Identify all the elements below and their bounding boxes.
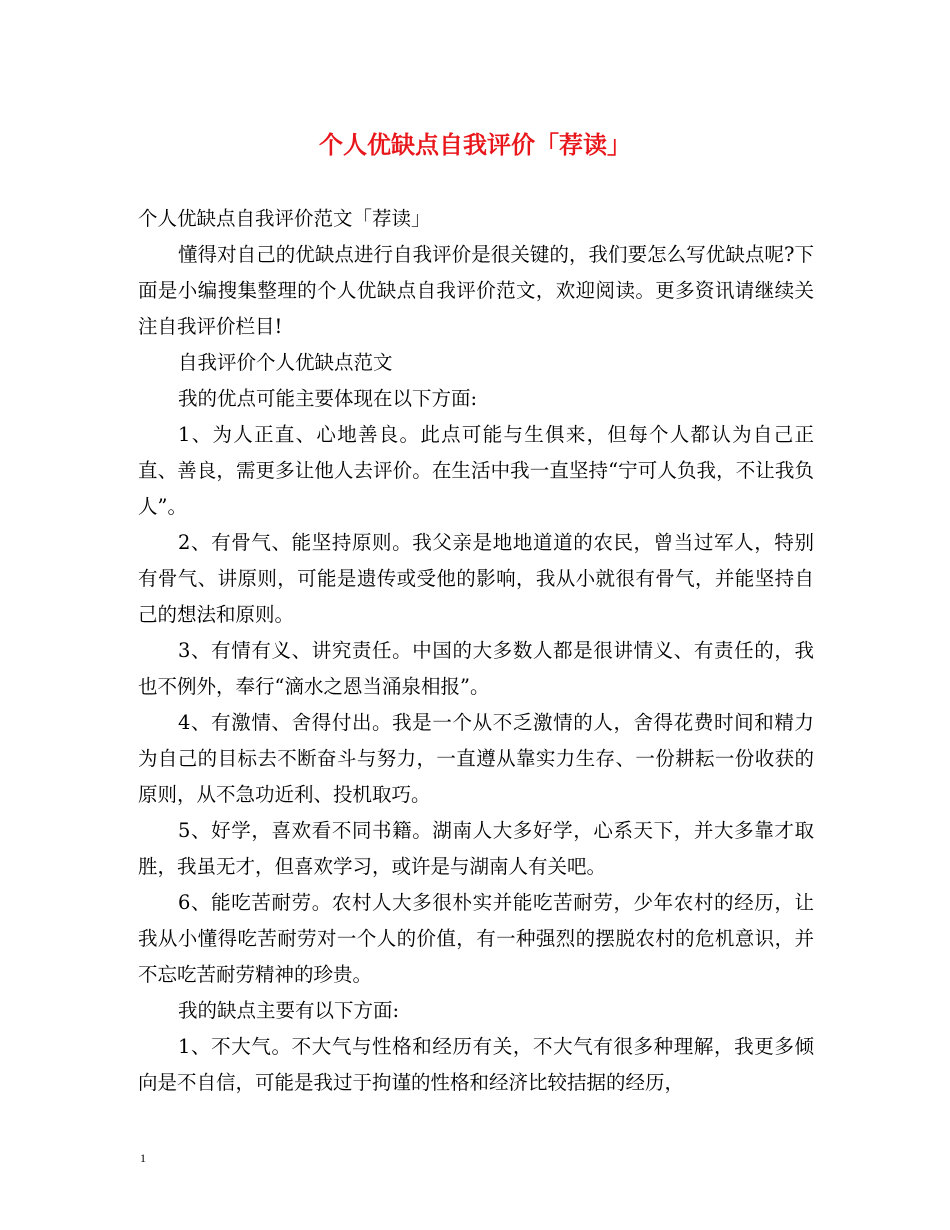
page-number: 1 xyxy=(140,1151,146,1165)
paragraph: 2、有骨气、能坚持原则。我父亲是地地道道的农民，曾当过军人，特别有骨气、讲原则，可能是遗传或受他的影响，我从小就很有骨气，并能坚持自己的想法和原则。 xyxy=(138,531,814,626)
paragraph: 4、有激情、舍得付出。我是一个从不乏激情的人，舍得花费时间和精力为自己的目标去不断奋斗与努力，一直遵从靠实力生存、一份耕耘一份收获的原则，从不急功近利、投机取巧。 xyxy=(138,711,814,806)
paragraph: 个人优缺点自我评价范文「荐读」 xyxy=(138,207,431,230)
paragraph: 1、为人正直、心地善良。此点可能与生俱来，但每个人都认为自己正直、善良，需更多让他人去评价。在生活中我一直坚持“宁可人负我，不让我负人”。 xyxy=(138,423,814,518)
document-body xyxy=(138,201,814,1101)
paragraph: 懂得对自己的优缺点进行自我评价是很关键的，我们要怎么写优缺点呢?下面是小编搜集整理的个人优缺点自我评价范文，欢迎阅读。更多资讯请继续关注自我评价栏目! xyxy=(138,243,814,338)
paragraph: 自我评价个人优缺点范文 xyxy=(178,351,393,374)
paragraph: 我的优点可能主要体现在以下方面: xyxy=(178,387,478,410)
paragraph: 我的缺点主要有以下方面: xyxy=(178,999,400,1022)
paragraph: 3、有情有义、讲究责任。中国的大多数人都是很讲情义、有责任的，我也不例外，奉行“滴水之恩当涌泉相报”。 xyxy=(138,639,814,698)
paragraph: 5、好学，喜欢看不同书籍。湖南人大多好学，心系天下，并大多靠才取胜，我虽无才，但喜欢学习，或许是与湖南人有关吧。 xyxy=(138,819,814,878)
paragraph: 1、不大气。不大气与性格和经历有关，不大气有很多种理解，我更多倾向是不自信，可能是我过于拘谨的性格和经济比较拮据的经历， xyxy=(138,1035,814,1094)
document-title: 个人优缺点自我评价「荐读」 xyxy=(319,130,631,159)
paragraph: 6、能吃苦耐劳。农村人大多很朴实并能吃苦耐劳，少年农村的经历，让我从小懂得吃苦耐劳对一个人的价值，有一种强烈的摆脱农村的危机意识，并不忘吃苦耐劳精神的珍贵。 xyxy=(138,891,814,986)
